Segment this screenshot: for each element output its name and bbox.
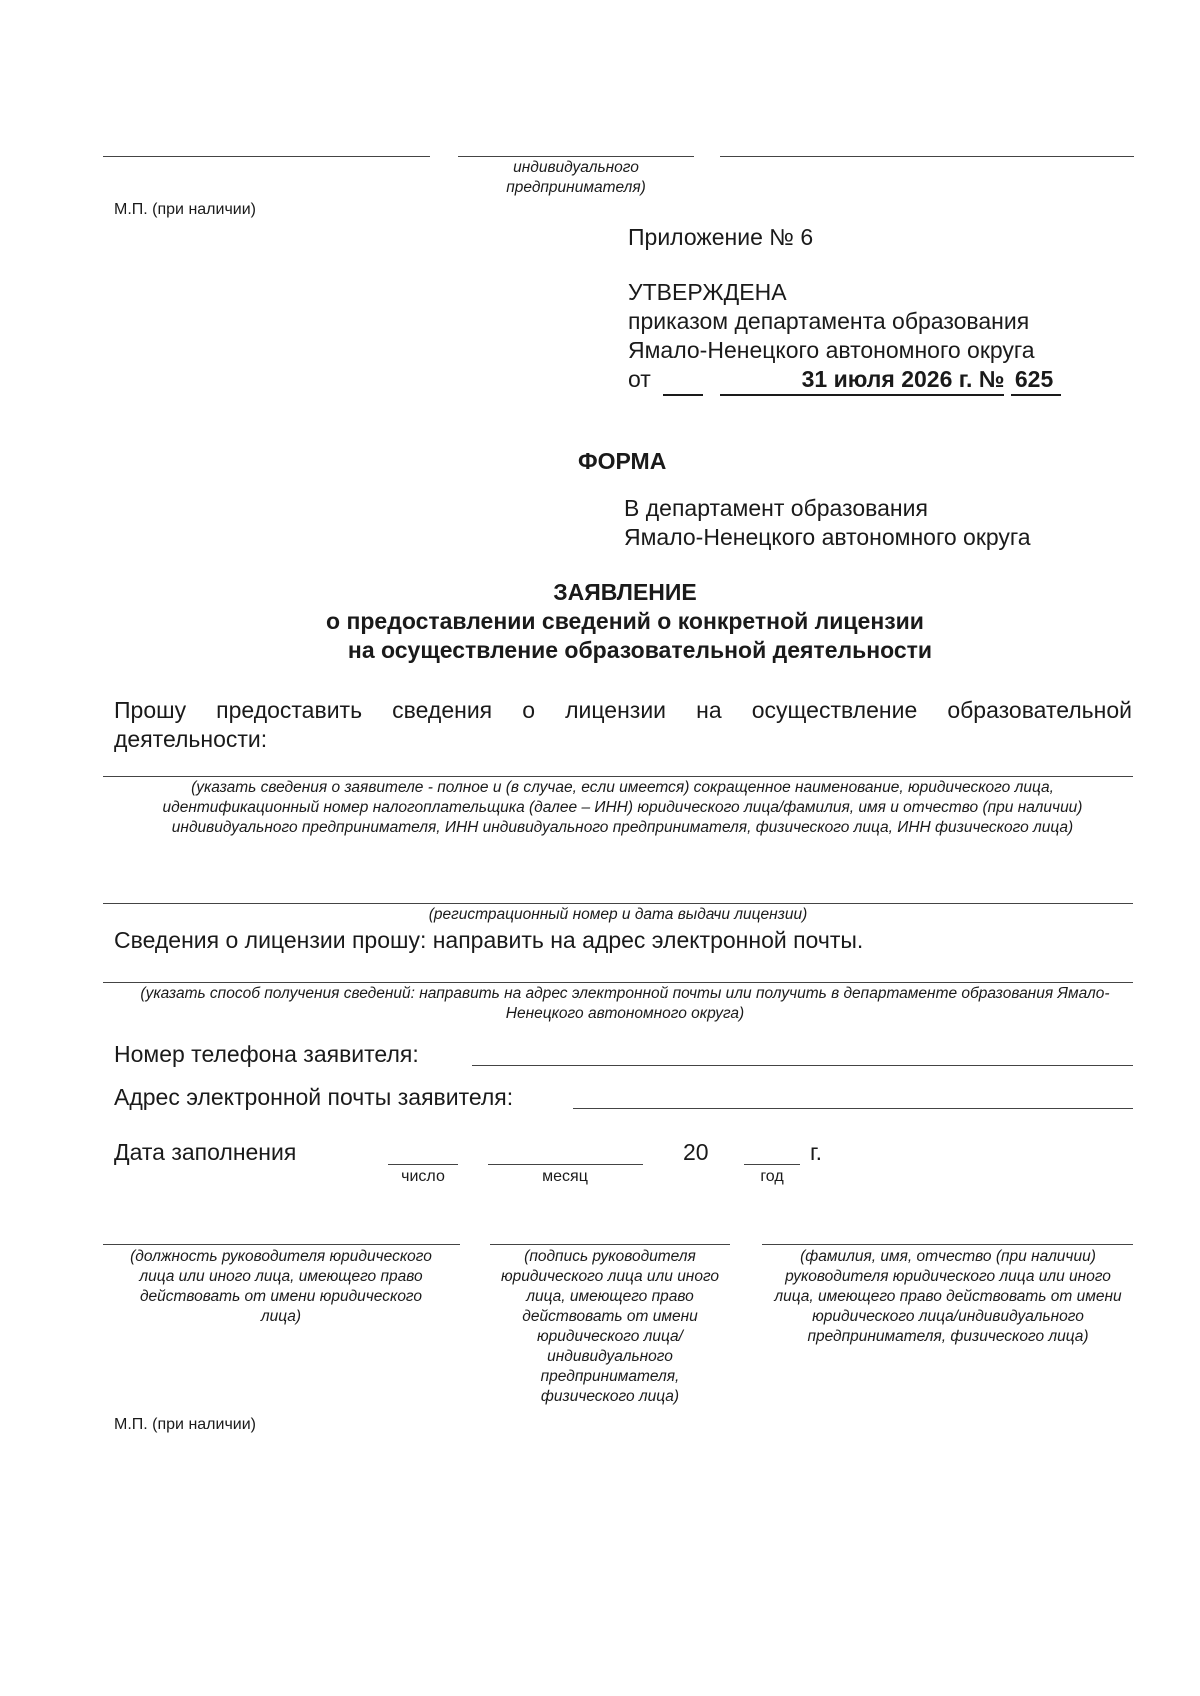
- approval-date-line: [628, 365, 1061, 396]
- applicant-caption: (указать сведения о заявителе - полное и (в случае, если имеется) сокращенное наименование, юридического лица, идентификационный номер налогоплательщика (далее – ИНН) юридического лица/фамилия, имя и отчество (при наличии) индивидуального предпринимателя, ИНН индивидуального предпринимателя, физического лица, ИНН физического лица): [162, 779, 1083, 836]
- approval-line-1: приказом департамента образования: [628, 308, 1030, 334]
- approval-line-2: Ямало-Ненецкого автономного округа: [628, 337, 1035, 363]
- top-right-line: [720, 156, 1134, 157]
- phone-field-line[interactable]: [472, 1065, 1133, 1066]
- email-field-line[interactable]: [573, 1108, 1133, 1109]
- date-value: 31 июля 2026 г. №: [720, 365, 1005, 396]
- addressee-line-2: Ямало-Ненецкого автономного округа: [624, 524, 1031, 550]
- appendix-number: Приложение № 6: [628, 224, 814, 250]
- date-blank: [663, 370, 703, 396]
- statement-subtitle-2: на осуществление образовательной деятельности: [347, 637, 933, 663]
- month-caption: месяц: [542, 1168, 588, 1185]
- statement-title: ЗАЯВЛЕНИЕ: [553, 579, 697, 605]
- signature-line[interactable]: [490, 1244, 730, 1245]
- name-line[interactable]: [762, 1244, 1133, 1245]
- top-middle-line: [458, 156, 694, 157]
- request-line-1: Прошу предоставить сведения о лицензии на осуществление образовательной: [114, 697, 1132, 723]
- addressee-line-1: В департамент образования: [624, 495, 928, 521]
- year-suffix: г.: [810, 1139, 822, 1165]
- delivery-text: Сведения о лицензии прошу: направить на адрес электронной почты.: [114, 927, 864, 953]
- position-caption: (должность руководителя юридического лица или иного лица, имеющего право действовать от имени юридического лица): [130, 1248, 432, 1325]
- order-number: 625: [1011, 365, 1061, 396]
- year-caption: год: [760, 1168, 784, 1185]
- date-prefix: от: [628, 366, 651, 392]
- day-caption: число: [401, 1168, 445, 1185]
- top-stamp: М.П. (при наличии): [114, 201, 256, 218]
- day-field-line[interactable]: [388, 1164, 458, 1165]
- statement-subtitle-1: о предоставлении сведений о конкретной лицензии: [326, 608, 924, 634]
- year-field-line[interactable]: [744, 1164, 800, 1165]
- top-left-line: [103, 156, 430, 157]
- license-caption: (регистрационный номер и дата выдачи лицензии): [428, 906, 808, 923]
- license-line: [103, 903, 1133, 904]
- approved-label: УТВЕРЖДЕНА: [628, 279, 787, 305]
- delivery-line: [103, 982, 1133, 983]
- bottom-stamp: М.П. (при наличии): [114, 1416, 256, 1433]
- signature-caption: (подпись руководителя юридического лица или иного лица, имеющего право действовать от имени юридического лица/индивидуального предпринимателя, физического лица): [500, 1248, 720, 1405]
- request-line-2: деятельности:: [114, 726, 268, 752]
- top-caption-ip: индивидуального предпринимателя): [506, 159, 646, 196]
- phone-label: Номер телефона заявителя:: [114, 1041, 419, 1067]
- name-caption: (фамилия, имя, отчество (при наличии) руководителя юридического лица или иного лица, имеющего право действовать от имени юридического лица/индивидуального предпринимателя, физического лица): [774, 1248, 1122, 1345]
- year-prefix: 20: [683, 1139, 709, 1165]
- applicant-line: [103, 776, 1133, 777]
- delivery-caption: (указать способ получения сведений: направить на адрес электронной почты или получить в департаменте образования Ямало-Ненецкого автономного округа): [140, 985, 1110, 1022]
- form-title: ФОРМА: [578, 448, 667, 474]
- month-field-line[interactable]: [488, 1164, 643, 1165]
- date-label: Дата заполнения: [114, 1139, 297, 1165]
- position-line[interactable]: [103, 1244, 460, 1245]
- email-label: Адрес электронной почты заявителя:: [114, 1084, 514, 1110]
